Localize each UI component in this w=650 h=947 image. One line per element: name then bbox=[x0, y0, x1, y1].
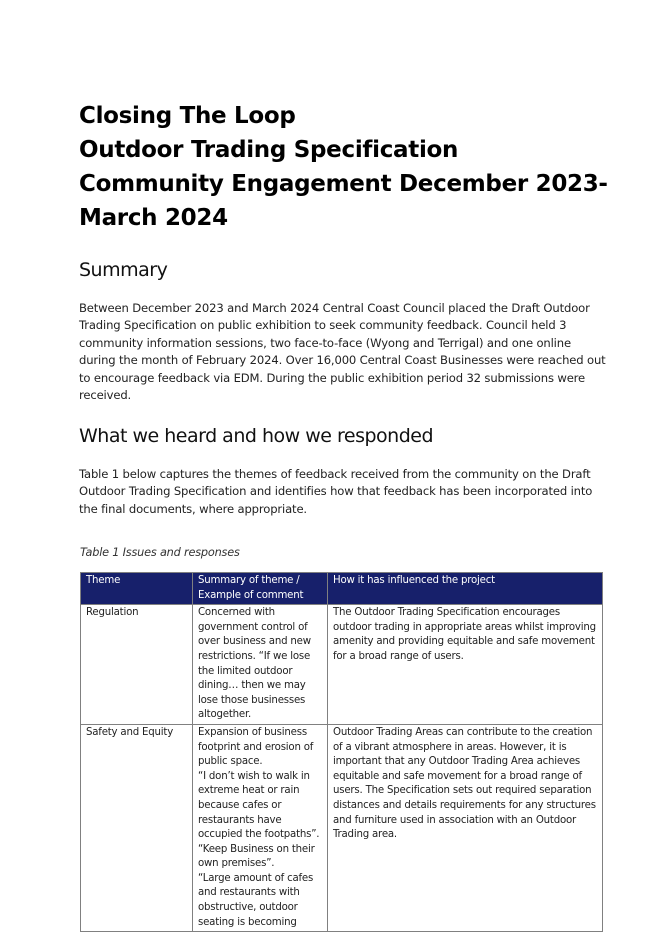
summary-text: Concerned with government control of over business and new restrictions. “If we lose the limited outdoor dining… then we may lose those businesses altogether. bbox=[198, 607, 311, 721]
summary-heading: Summary bbox=[79, 259, 168, 281]
header-theme: Theme bbox=[81, 573, 193, 605]
title-line: Closing The Loop bbox=[79, 103, 296, 129]
theme-cell: Safety and Equity bbox=[81, 724, 193, 931]
document-title bbox=[79, 99, 619, 235]
title-line: Community Engagement December 2023- bbox=[79, 171, 608, 197]
title-line: March 2024 bbox=[79, 205, 228, 231]
summary-quote: “Keep Business on their own premises”. bbox=[198, 843, 315, 870]
summary-quote: “I don’t wish to walk in extreme heat or rain because cafes or restaurants have occupied the footpaths”. bbox=[198, 770, 320, 841]
summary-paragraph: Between December 2023 and March 2024 Central Coast Council placed the Draft Outdoor Trading Specification on public exhibition to seek community feedback. Council held 3 community information sessions, two face-to-face (Wyong and Terrigal) and one online during the month of February 2024. Over 16,000 Central Coast Businesses were reached out to encourage feedback via EDM. During the public exhibition period 32 submissions were received. bbox=[79, 301, 606, 403]
what-we-heard-paragraph: Table 1 below captures the themes of feedback received from the community on the Draft Outdoor Trading Specification and identifies how that feedback has been incorporated into the final documents, where appropriate. bbox=[79, 467, 593, 516]
summary-cell bbox=[193, 724, 328, 931]
header-how: How it has influenced the project bbox=[328, 573, 603, 605]
table-header-row bbox=[81, 573, 603, 605]
header-summary: Summary of theme / Example of comment bbox=[193, 573, 328, 605]
summary-text: Expansion of business footprint and erosion of public space. bbox=[198, 726, 314, 768]
issues-table bbox=[80, 572, 603, 932]
how-cell: The Outdoor Trading Specification encourages outdoor trading in appropriate areas whilst improving amenity and providing equitable and safe movement for a broad range of users. bbox=[328, 605, 603, 725]
title-line: Outdoor Trading Specification bbox=[79, 137, 459, 163]
how-cell: Outdoor Trading Areas can contribute to the creation of a vibrant atmosphere in areas. However, it is important that any Outdoor Trading Area achieves equitable and safe movement for a broad range of users. The Specification sets out required separation distances and details requirements for any structures and furniture used in association with an Outdoor Trading area. bbox=[328, 724, 603, 931]
table-row bbox=[81, 724, 603, 931]
table-row bbox=[81, 605, 603, 725]
theme-cell: Regulation bbox=[81, 605, 193, 725]
summary-quote: “Large amount of cafes and restaurants with obstructive, outdoor seating is becoming bbox=[198, 872, 314, 928]
what-we-heard-heading: What we heard and how we responded bbox=[79, 425, 434, 447]
table-caption: Table 1 Issues and responses bbox=[80, 546, 240, 559]
summary-cell bbox=[193, 605, 328, 725]
